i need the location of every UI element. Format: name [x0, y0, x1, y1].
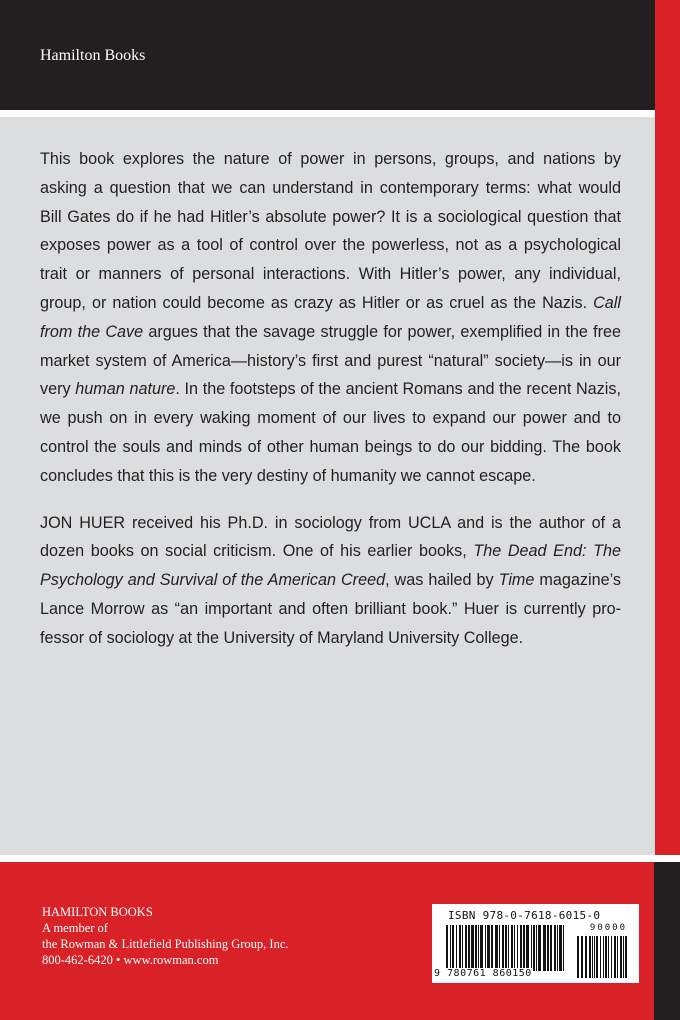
barcode-bar	[563, 925, 564, 971]
barcode-bar	[514, 925, 515, 971]
text-line	[40, 404, 621, 433]
text-segment: . In the footsteps of the ancient Romans and the recent Nazis,	[175, 380, 621, 399]
text-segment: exposes power as a tool of control over the powerless, not as a psychological	[40, 236, 621, 255]
italic-title: Psychology and Survival of the American Creed	[40, 571, 386, 590]
italic-title: Time	[498, 571, 535, 590]
barcode-bar	[538, 925, 541, 971]
barcode-bar	[487, 925, 490, 971]
barcode-bar	[511, 925, 513, 971]
barcode-bar	[502, 925, 504, 971]
text-segment: asking a question that we can understand in contemporary terms: what would	[40, 178, 621, 197]
book-description	[40, 145, 621, 491]
barcode-bar	[462, 925, 463, 971]
barcode-bar	[478, 925, 479, 971]
publisher-info	[42, 904, 289, 968]
barcode-bar	[517, 925, 518, 971]
barcode-bar	[456, 925, 457, 971]
text-line	[40, 462, 621, 491]
divider	[0, 110, 655, 117]
addon-bar	[611, 936, 612, 978]
addon-bar	[589, 936, 591, 978]
barcode-bar	[508, 925, 509, 971]
barcode-bar	[547, 925, 549, 971]
spine-strip-dark	[654, 862, 680, 1020]
text-segment: argues that the savage struggle for power, exemplified in the free	[143, 322, 621, 341]
addon-bar	[608, 936, 609, 978]
barcode-bar	[520, 925, 522, 971]
text-segment: , was hailed by	[385, 571, 499, 590]
barcode-bar	[459, 925, 461, 971]
text-line	[40, 624, 621, 653]
text-segment: magazine’s	[534, 571, 621, 590]
text-segment: dozen books on social criticism. One of his earlier books,	[40, 542, 474, 561]
text-line	[40, 566, 621, 595]
text-segment: Lance Morrow as “an important and often brilliant book.” Huer is currently pro-	[40, 599, 621, 618]
text-segment: This book explores the nature of power in persons, groups, and nations by	[40, 150, 621, 168]
text-line	[40, 231, 621, 260]
barcode-digits: 9 780761 860150	[434, 968, 532, 979]
barcode-bar	[480, 925, 483, 971]
addon-bar	[594, 936, 595, 978]
text-segment: concludes that this is the very destiny of humanity we cannot escape.	[40, 466, 536, 485]
addon-bar	[596, 936, 598, 978]
text-line	[40, 318, 621, 347]
addon-bar	[577, 936, 579, 978]
addon-bar	[625, 936, 627, 978]
author-bio	[40, 509, 621, 653]
top-banner	[0, 0, 655, 110]
barcode-bar	[531, 925, 532, 971]
text-segment: Bill Gates do if he had Hitler’s absolute power? It is a sociological question that	[40, 207, 621, 226]
text-segment: trait or manners of personal interactions. With Hitler’s power, any individual,	[40, 265, 621, 284]
divider	[0, 855, 680, 862]
barcode-bar	[533, 925, 535, 971]
text-line	[40, 595, 621, 624]
back-cover-text	[40, 145, 621, 671]
text-segment: market system of America—history’s first and purest “natural” society—is in our	[40, 351, 621, 370]
addon-bar	[614, 936, 616, 978]
barcode-bar	[495, 925, 498, 971]
addon-bar	[592, 936, 593, 978]
italic-title: Call	[593, 293, 621, 312]
barcode-bar	[543, 925, 546, 971]
barcode-bar	[485, 925, 486, 971]
text-segment: fessor of sociology at the University of Maryland University College.	[40, 628, 524, 647]
addon-bar	[620, 936, 622, 978]
addon-bar	[585, 936, 587, 978]
brand-label: Hamilton Books	[40, 47, 146, 64]
addon-bar	[623, 936, 624, 978]
barcode-bar	[465, 925, 467, 971]
italic-title: human nature	[75, 380, 176, 399]
isbn-label: ISBN 978-0-7618-6015-0	[448, 909, 601, 922]
text-line	[40, 260, 621, 289]
barcode-bar	[450, 925, 451, 971]
barcode-bar	[475, 925, 477, 971]
text-line	[40, 375, 621, 404]
publisher-group: the Rowman & Littlefield Publishing Group, Inc.	[42, 937, 289, 951]
text-line	[40, 174, 621, 203]
text-segment: control the souls and minds of other human beings to do our bidding. The book	[40, 437, 621, 456]
addon-bar	[603, 936, 604, 978]
publisher-contact: 800-462-6420 • www.rowman.com	[42, 953, 219, 967]
barcode-bar	[452, 925, 454, 971]
price-addon: 90000	[589, 923, 627, 933]
barcode-bar	[446, 925, 448, 971]
addon-bar	[600, 936, 601, 978]
italic-title: from the Cave	[40, 322, 144, 341]
text-segment: JON HUER received his Ph.D. in sociology from UCLA and is the author of a	[40, 513, 621, 532]
barcode-bar	[505, 925, 507, 971]
spine-strip	[655, 0, 680, 855]
text-line	[40, 289, 621, 318]
publisher-member: A member of	[42, 921, 108, 935]
addon-bar	[605, 936, 607, 978]
text-line	[40, 145, 621, 174]
barcode-bar	[526, 925, 529, 971]
barcode-bar	[468, 925, 470, 971]
text-line	[40, 347, 621, 376]
addon-bar	[581, 936, 583, 978]
italic-title: The Dead End: The	[473, 542, 621, 561]
barcode-bar	[550, 925, 552, 971]
publisher-panel	[0, 862, 654, 1020]
isbn-barcode	[432, 904, 639, 983]
text-line	[40, 203, 621, 232]
barcode-bar	[559, 925, 562, 971]
barcode-bar	[523, 925, 525, 971]
text-segment: group, or nation could become as crazy as Hitler or as cruel as the Nazis.	[40, 293, 594, 312]
barcode-bar	[491, 925, 493, 971]
text-line	[40, 509, 621, 538]
barcode-bar	[471, 925, 474, 971]
addon-bar	[617, 936, 618, 978]
text-segment: very	[40, 380, 76, 399]
barcode-bar	[554, 925, 556, 971]
barcode-bar	[499, 925, 500, 971]
text-line	[40, 433, 621, 462]
text-line	[40, 537, 621, 566]
text-segment: we push on in every waking moment of our lives to expand our power and to	[40, 409, 621, 428]
publisher-name: HAMILTON BOOKS	[42, 905, 153, 919]
barcode-bar	[536, 925, 537, 971]
barcode-bar	[557, 925, 558, 971]
